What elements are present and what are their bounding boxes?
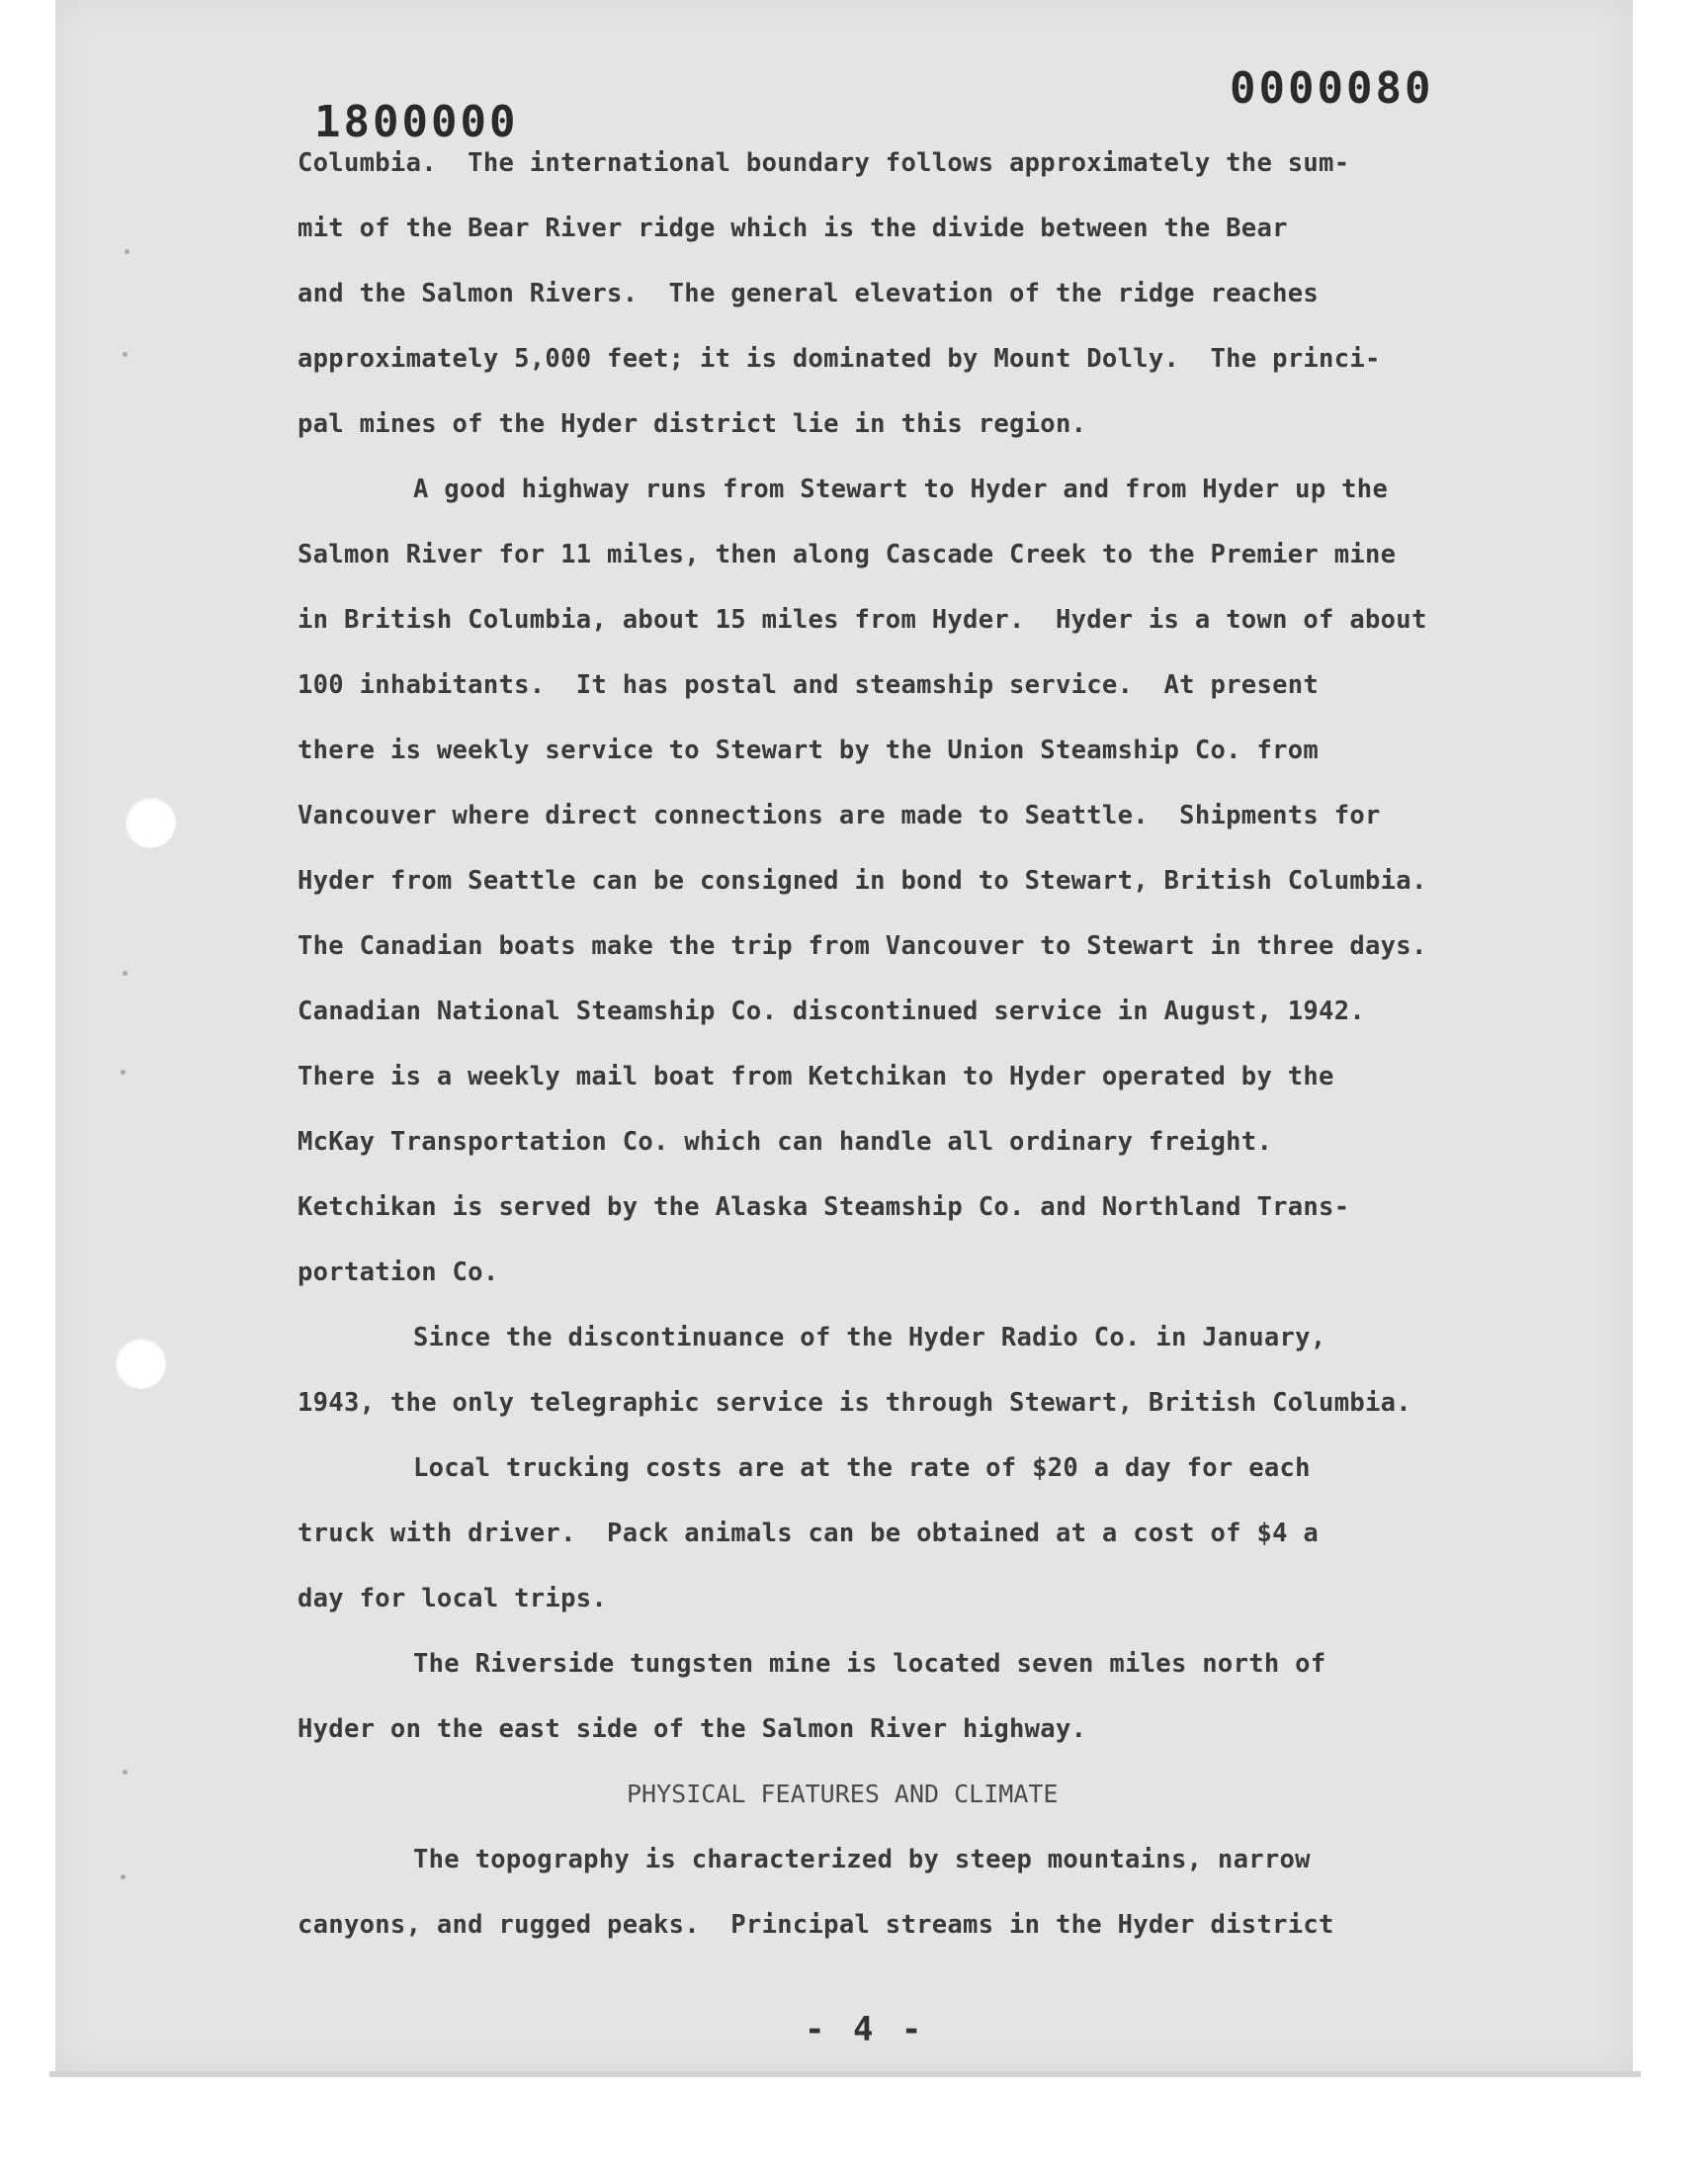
text-line: Ketchikan is served by the Alaska Steamship Co. and Northland Trans- (298, 1192, 1350, 1222)
text-line: A good highway runs from Stewart to Hyder and from Hyder up the (413, 475, 1389, 504)
text-line: portation Co. (298, 1258, 499, 1287)
text-line: Columbia. The international boundary follows approximately the sum- (298, 148, 1350, 178)
text-line: approximately 5,000 feet; it is dominated by Mount Dolly. The princi- (298, 344, 1381, 374)
paper-speck (125, 249, 129, 254)
page-number: - 4 - (805, 2010, 926, 2049)
text-line: The Canadian boats make the trip from Vancouver to Stewart in three days. (298, 931, 1427, 961)
text-line: and the Salmon Rivers. The general elevation of the ridge reaches (298, 279, 1320, 308)
paper-speck (121, 1874, 126, 1879)
paper-speck (123, 1770, 128, 1775)
text-line: Since the discontinuance of the Hyder Radio Co. in January, (413, 1323, 1326, 1352)
text-line: mit of the Bear River ridge which is the divide between the Bear (298, 214, 1288, 243)
text-line: The Riverside tungsten mine is located seven miles north of (413, 1649, 1326, 1679)
text-line: 100 inhabitants. It has postal and steamship service. At present (298, 670, 1320, 700)
text-line: 1943, the only telegraphic service is through Stewart, British Columbia. (298, 1388, 1411, 1418)
paper-speck (123, 352, 128, 357)
text-line: McKay Transportation Co. which can handle all ordinary freight. (298, 1127, 1273, 1157)
text-line: Hyder on the east side of the Salmon River highway. (298, 1714, 1087, 1744)
document-stamp-right: 0000080 (1230, 63, 1434, 114)
document-page (55, 0, 1633, 2071)
text-line: day for local trips. (298, 1584, 608, 1613)
text-line: canyons, and rugged peaks. Principal streams in the Hyder district (298, 1910, 1334, 1940)
text-line: Vancouver where direct connections are made to Seattle. Shipments for (298, 801, 1381, 830)
punch-hole (115, 1338, 166, 1389)
text-line: The topography is characterized by steep mountains, narrow (413, 1845, 1311, 1874)
text-line: Local trucking costs are at the rate of $20 a day for each (413, 1453, 1311, 1483)
text-line: pal mines of the Hyder district lie in this region. (298, 409, 1087, 439)
text-line: Canadian National Steamship Co. discontinued service in August, 1942. (298, 997, 1366, 1026)
text-line: There is a weekly mail boat from Ketchikan to Hyder operated by the (298, 1062, 1334, 1091)
text-line: Salmon River for 11 miles, then along Cascade Creek to the Premier mine (298, 540, 1397, 569)
text-line: in British Columbia, about 15 miles from Hyder. Hyder is a town of about (298, 605, 1427, 635)
document-stamp-left: 1800000 (314, 97, 519, 147)
text-line: there is weekly service to Stewart by the Union Steamship Co. from (298, 736, 1320, 765)
section-heading: PHYSICAL FEATURES AND CLIMATE (627, 1780, 1059, 1808)
punch-hole (125, 797, 176, 848)
paper-speck (123, 971, 128, 976)
text-line: truck with driver. Pack animals can be obtained at a cost of $4 a (298, 1519, 1320, 1548)
paper-speck (121, 1070, 126, 1075)
text-line: Hyder from Seattle can be consigned in bond to Stewart, British Columbia. (298, 866, 1427, 896)
page-edge (49, 2071, 1641, 2077)
